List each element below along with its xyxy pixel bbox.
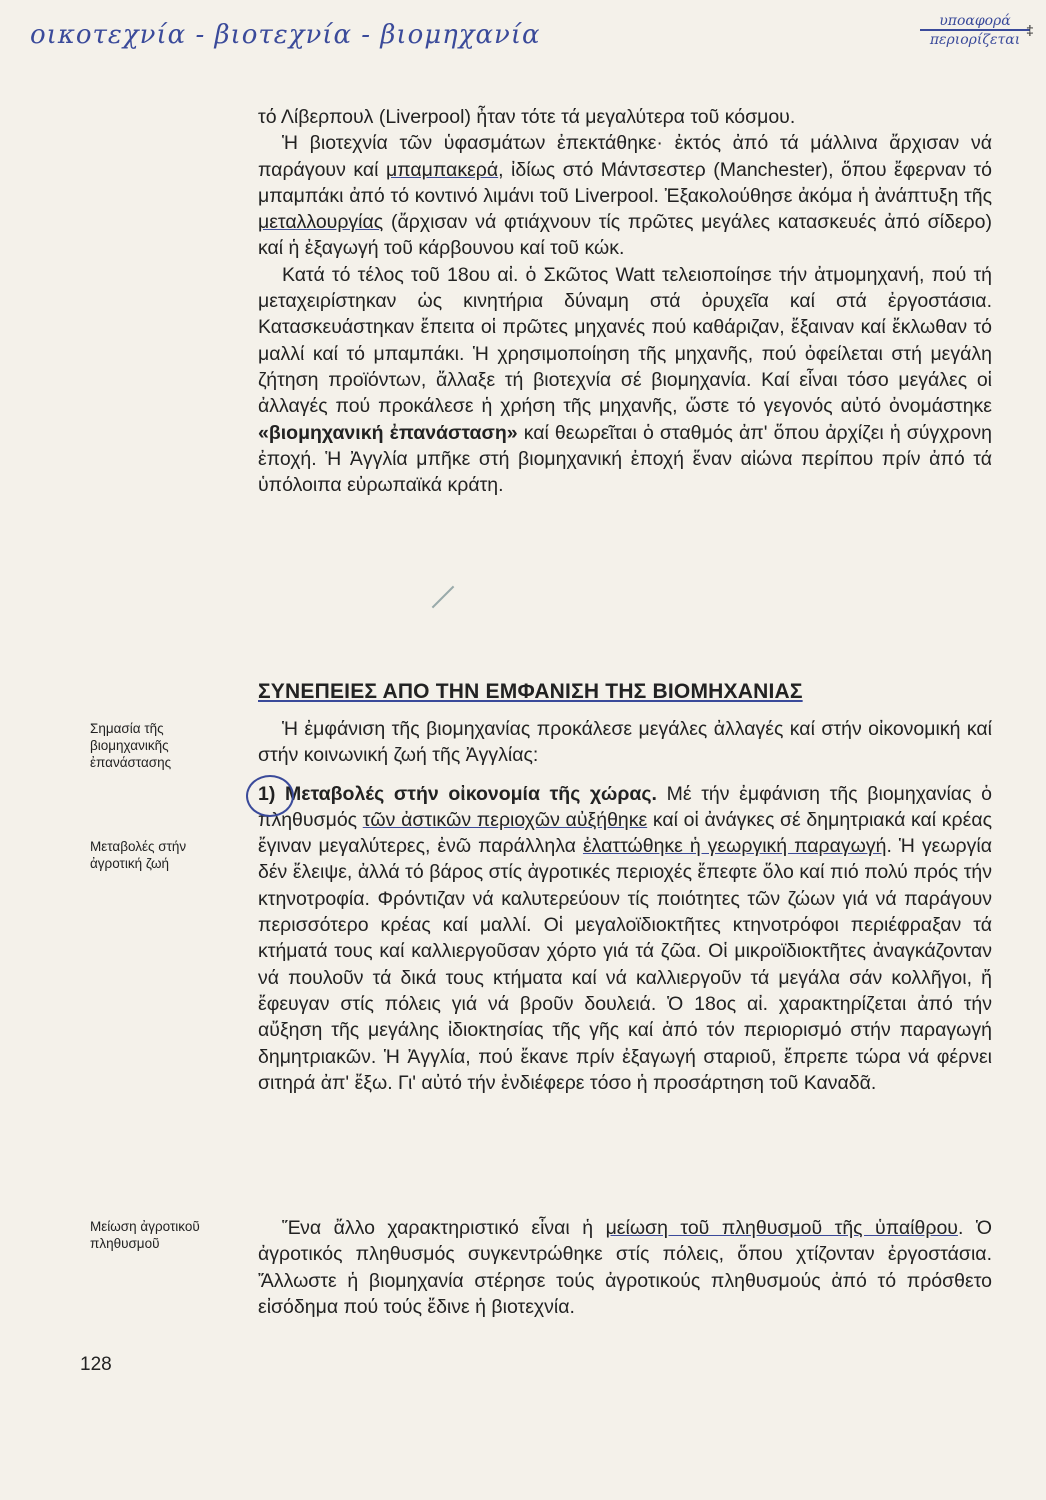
paragraph-3 <box>258 262 992 499</box>
section-3-part-a: Ἕνα ἄλλο χαρακτηριστικό εἶναι ἡ <box>282 1217 606 1239</box>
handwritten-circle-mark <box>246 775 294 817</box>
section-heading: ΣΥΝΕΠΕΙΕΣ ΑΠΟ ΤΗΝ ΕΜΦΑΝΙΣΗ ΤΗΣ ΒΙΟΜΗΧΑΝΙΑΣ <box>258 680 803 703</box>
section-3-part-b: . Ὁ ἀγροτικός πληθυσμός συγκεντρώθηκε στίς πόλεις, ὅπου χτίζονταν ἐργοστάσια. Ἄλλωστε ἡ βιομηχανία στέρησε τούς ἀγροτικούς πληθυσμούς ἀπό τό πρόσθετο εἰσόδημα πού τούς ἔδινε ἡ βιοτεχνία. <box>258 1217 992 1318</box>
handwritten-annotation-right <box>920 14 1030 49</box>
paragraph-3-part-b: καί θεωρεῖται ὁ σταθμός ἀπ' ὅπου ἀρχίζει ἡ σύγχρονη ἐποχή. Ἡ Ἀγγλία μπῆκε στή βιομηχανική ἐποχή ἕναν αἰώνα περίπου πρίν ἀπό τά ὑπόλοιπα εὐρωπαϊκά κράτη. <box>258 421 993 497</box>
paragraph-2 <box>258 130 992 261</box>
paragraph-2-part-a: Ἡ βιοτεχνία τῶν ὑφασμάτων ἐπεκτάθηκε· ἐκτός ἀπό τά μάλλινα ἄρχισαν νά παράγουν καί <box>258 132 992 181</box>
pencil-stroke <box>432 586 455 609</box>
page-number: 128 <box>80 1354 112 1375</box>
item-1-part-c: . Ἡ γεωργία δέν ἔλειψε, ἀλλά τό βάρος στίς ἀγροτικές περιοχές ἔπεφτε ὅλο καί πιό πολύ πρός τήν κτηνοτροφία. Φρόντιζαν νά καλυτερεύουν τίς ποιότητες τῶν ζώων γιά νά παράγουν περισσότερο κρέας καί μαλλί. Οἱ μεγαλοϊδιοκτῆτες κτηνοτρόφοι περιέφραξαν τά κτήματά τους καί καλλιεργοῦσαν χόρτο γιά τά ζῶα. Οἱ μικροϊδιοκτῆτες ἀναγκάζονταν νά πουλοῦν τά δικά τους κτήματα καί νά καλλιεργοῦν τά μεγάλα σάν κολλῆγοι, ἤ ἔφευγαν στίς πόλεις γιά νά βροῦν δουλειά. Ὁ 18ος αἰ. χαρακτηρίζεται ἀπό τήν αὔξηση τῆς μεγάλης ἰδιοκτησίας τῆς γῆς καί ἀπό τόν περιορισμό στήν παραγωγή δημητριακῶν. Ἡ Ἀγγλία, πού ἔκανε πρίν ἐξαγωγή σταριοῦ, ἔπρεπε τώρα νά φέρνει σιτηρά ἀπ' ἔξω. Γι' αὐτό τήν ἐνδιέφερε τόσο ἡ προσάρτηση τοῦ Καναδᾶ. <box>258 835 992 1094</box>
margin-note-population-decline: Μείωση ἀγροτικοῦ πληθυσμοῦ <box>90 1219 200 1251</box>
paragraph-2-part-b: , ἰδίως στό Μάντσεστερ (Manchester), ὅπου ἔφερναν τό μπαμπάκι ἀπό τό κοντινό λιμάνι τοῦ Liverpool. Ἐξακολούθησε ἀκόμα ἡ ἀνάπτυξη τῆς <box>258 158 992 207</box>
underlined-agri-decline: ἐλαττώθηκε ἡ γεωργική παραγωγή <box>582 835 887 858</box>
section-3-paragraph <box>258 1215 992 1320</box>
item-1-title: 1) Μεταβολές στήν οἰκονομία τῆς χώρας. <box>258 782 657 805</box>
margin-note-significance: Σημασία τῆς βιομηχανικῆς ἐπανάστασης <box>90 721 172 770</box>
item-1-part-b: καί οἱ ἀνάγκες σέ δημητριακά καί κρέας ἔγιναν μεγαλύτερες, ἐνῶ παράλληλα <box>258 808 992 858</box>
section-2-text <box>258 716 992 1096</box>
underlined-term-metallurgy: μεταλλουργίας <box>258 211 384 234</box>
item-1-part-a: Μέ τήν ἐμφάνιση τῆς βιομηχανίας ὁ πληθυσμός <box>258 782 992 831</box>
underlined-urban-growth: τῶν ἀστικῶν περιοχῶν αὐξήθηκε <box>362 808 648 831</box>
paragraph-1: τό Λίβερπουλ (Liverpool) ἦταν τότε τά μεγαλύτερα τοῦ κόσμου. <box>258 106 796 128</box>
item-1-paragraph <box>258 781 992 1097</box>
underlined-rural-decline: μείωση τοῦ πληθυσμοῦ τῆς ὑπαίθρου <box>605 1217 958 1239</box>
paragraph-2-part-c: (ἄρχισαν νά φτιάχνουν τίς πρῶτες μεγάλες κατασκευές ἀπό σίδερο) καί ἡ ἐξαγωγή τοῦ κάρβουνου καί τοῦ κώκ. <box>258 211 992 260</box>
handwritten-annotation-top: οικοτεχνία - βιοτεχνία - βιομηχανία <box>30 20 541 50</box>
section-1-text <box>258 104 992 498</box>
bold-term-industrial-revolution: «βιομηχανική ἐπανάσταση» <box>258 421 518 444</box>
section-2-intro: Ἡ ἐμφάνιση τῆς βιομηχανίας προκάλεσε μεγάλες ἀλλαγές καί στήν οἰκονομική καί στήν κοινωνική ζωή τῆς Ἀγγλίας: <box>258 718 992 767</box>
pin-mark-icon: ‡ <box>1026 22 1034 38</box>
handwritten-right-top: υποαφορά <box>920 14 1030 31</box>
underlined-term-cotton: μπαμπακερά <box>385 158 499 181</box>
margin-note-rural-changes: Μεταβολές στήν ἀγροτική ζωή <box>90 839 187 871</box>
handwritten-right-bottom: περιορίζεται <box>929 32 1021 49</box>
section-3-text <box>258 1215 992 1320</box>
paragraph-3-part-a: Κατά τό τέλος τοῦ 18ου αἰ. ὁ Σκῶτος Watt τελειοποίησε τήν ἀτμομηχανή, πού τή μεταχειρίστηκαν ὡς κινητήρια δύναμη στά ὀρυχεῖα καί στά ἐργοστάσια. Κατασκευάστηκαν ἔπειτα οἱ πρῶτες μηχανές πού καθάριζαν, ἔξαιναν καί ἔκλωθαν τό μαλλί καί τό μπαμπάκι. Ἡ χρησιμοποίηση τῆς μηχανῆς, πού ὀφείλεται στή μεγάλη ζήτηση προϊόντων, ἄλλαξε τή βιοτεχνία σέ βιομηχανία. Καί εἶναι τόσο μεγάλες οἱ ἀλλαγές πού προκάλεσε ἡ χρήση τῆς μηχανῆς, ὥστε τό γεγονός αὐτό ὀνομάστηκε <box>258 263 992 418</box>
